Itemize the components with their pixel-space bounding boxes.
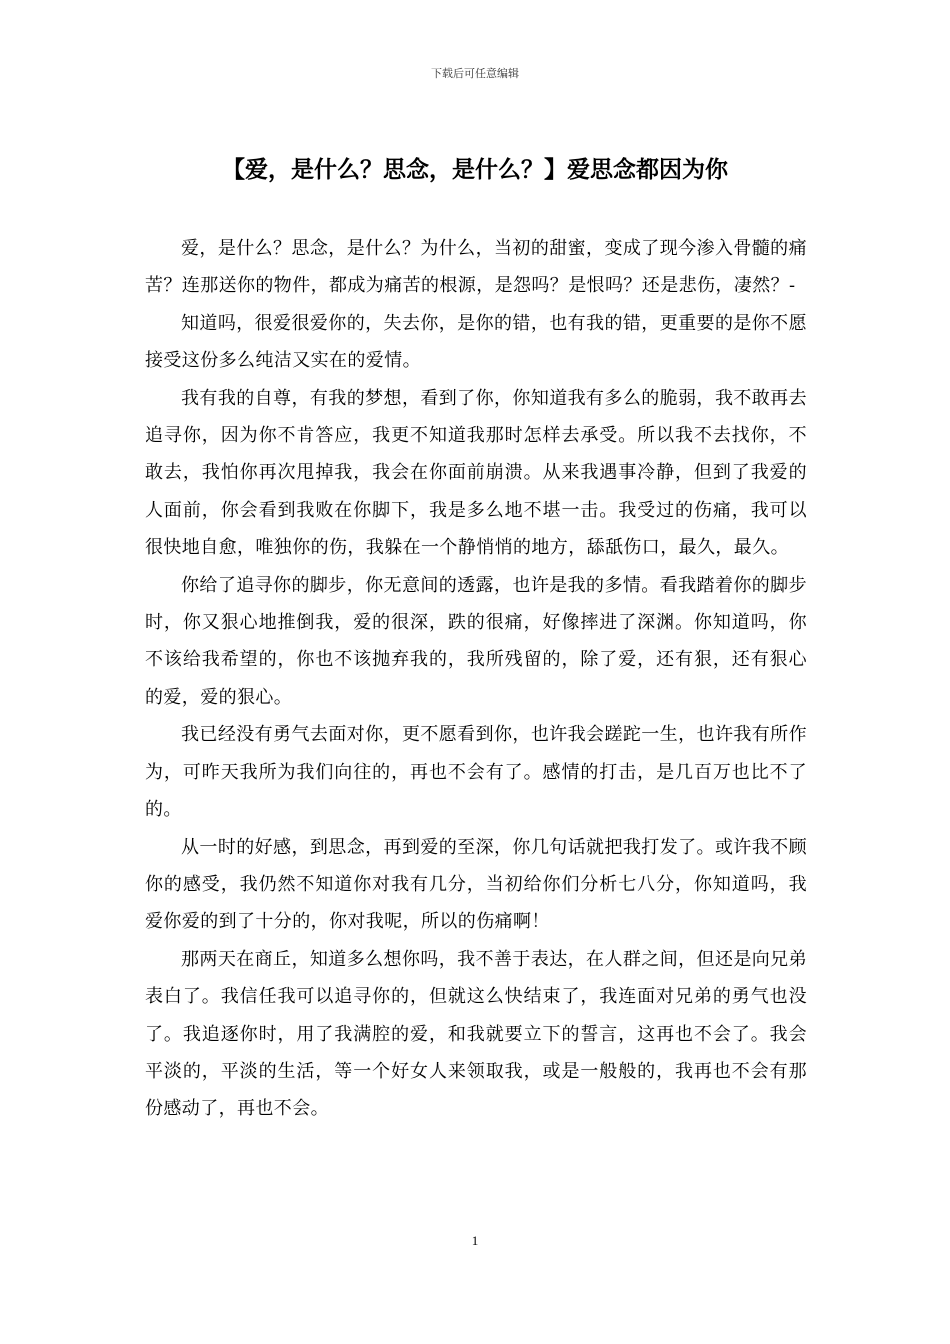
document-title: 【爱，是什么？思念，是什么？】爱思念都因为你 bbox=[222, 157, 728, 183]
page-number: 1 bbox=[471, 1233, 479, 1248]
paragraph: 你给了追寻你的脚步，你无意间的透露，也许是我的多情。看我踏着你的脚步时，你又狠心地推倒我，爱的很深，跌的很痛，好像摔进了深渊。你知道吗，你不该给我希望的，你也不该抛弃我的，我所残留的，除了爱，还有狠，还有狠心的爱，爱的狠心。 bbox=[145, 574, 807, 708]
paragraph: 那两天在商丘，知道多么想你吗，我不善于表达，在人群之间，但还是向兄弟表白了。我信任我可以追寻你的，但就这么快结束了，我连面对兄弟的勇气也没了。我追逐你时，用了我满腔的爱，和我就要立下的誓言，这再也不会了。我会平淡的，平淡的生活，等一个好女人来领取我，或是一般般的，我再也不会有那份感动了，再也不会。 bbox=[145, 948, 807, 1120]
paragraph: 我有我的自尊，有我的梦想，看到了你，你知道我有多么的脆弱，我不敢再去追寻你，因为你不肯答应，我更不知道我那时怎样去承受。所以我不去找你，不敢去，我怕你再次甩掉我，我会在你面前崩溃。从来我遇事冷静，但到了我爱的人面前，你会看到我败在你脚下，我是多么地不堪一击。我受过的伤痛，我可以很快地自愈，唯独你的伤，我躲在一个静悄悄的地方，舔舐伤口，最久，最久。 bbox=[145, 387, 807, 559]
paragraph: 知道吗，很爱很爱你的，失去你，是你的错，也有我的错，更重要的是你不愿接受这份多么纯洁又实在的爱情。 bbox=[145, 312, 807, 372]
page-header-note: 下载后可任意编辑 bbox=[431, 67, 519, 80]
paragraph: 从一时的好感，到思念，再到爱的至深，你几句话就把我打发了。或许我不顾你的感受，我仍然不知道你对我有几分，当初给你们分析七八分，你知道吗，我爱你爱的到了十分的，你对我呢，所以的伤痛啊！ bbox=[145, 836, 807, 933]
paragraph: 我已经没有勇气去面对你，更不愿看到你，也许我会蹉跎一生，也许我有所作为，可昨天我所为我们向往的，再也不会有了。感情的打击，是几百万也比不了的。 bbox=[145, 724, 807, 821]
document-body bbox=[145, 230, 807, 1128]
paragraph: 爱，是什么？思念，是什么？为什么，当初的甜蜜，变成了现今渗入骨髓的痛苦？连那送你的物件，都成为痛苦的根源，是怨吗？是恨吗？还是悲伤，凄然？- bbox=[145, 238, 807, 297]
